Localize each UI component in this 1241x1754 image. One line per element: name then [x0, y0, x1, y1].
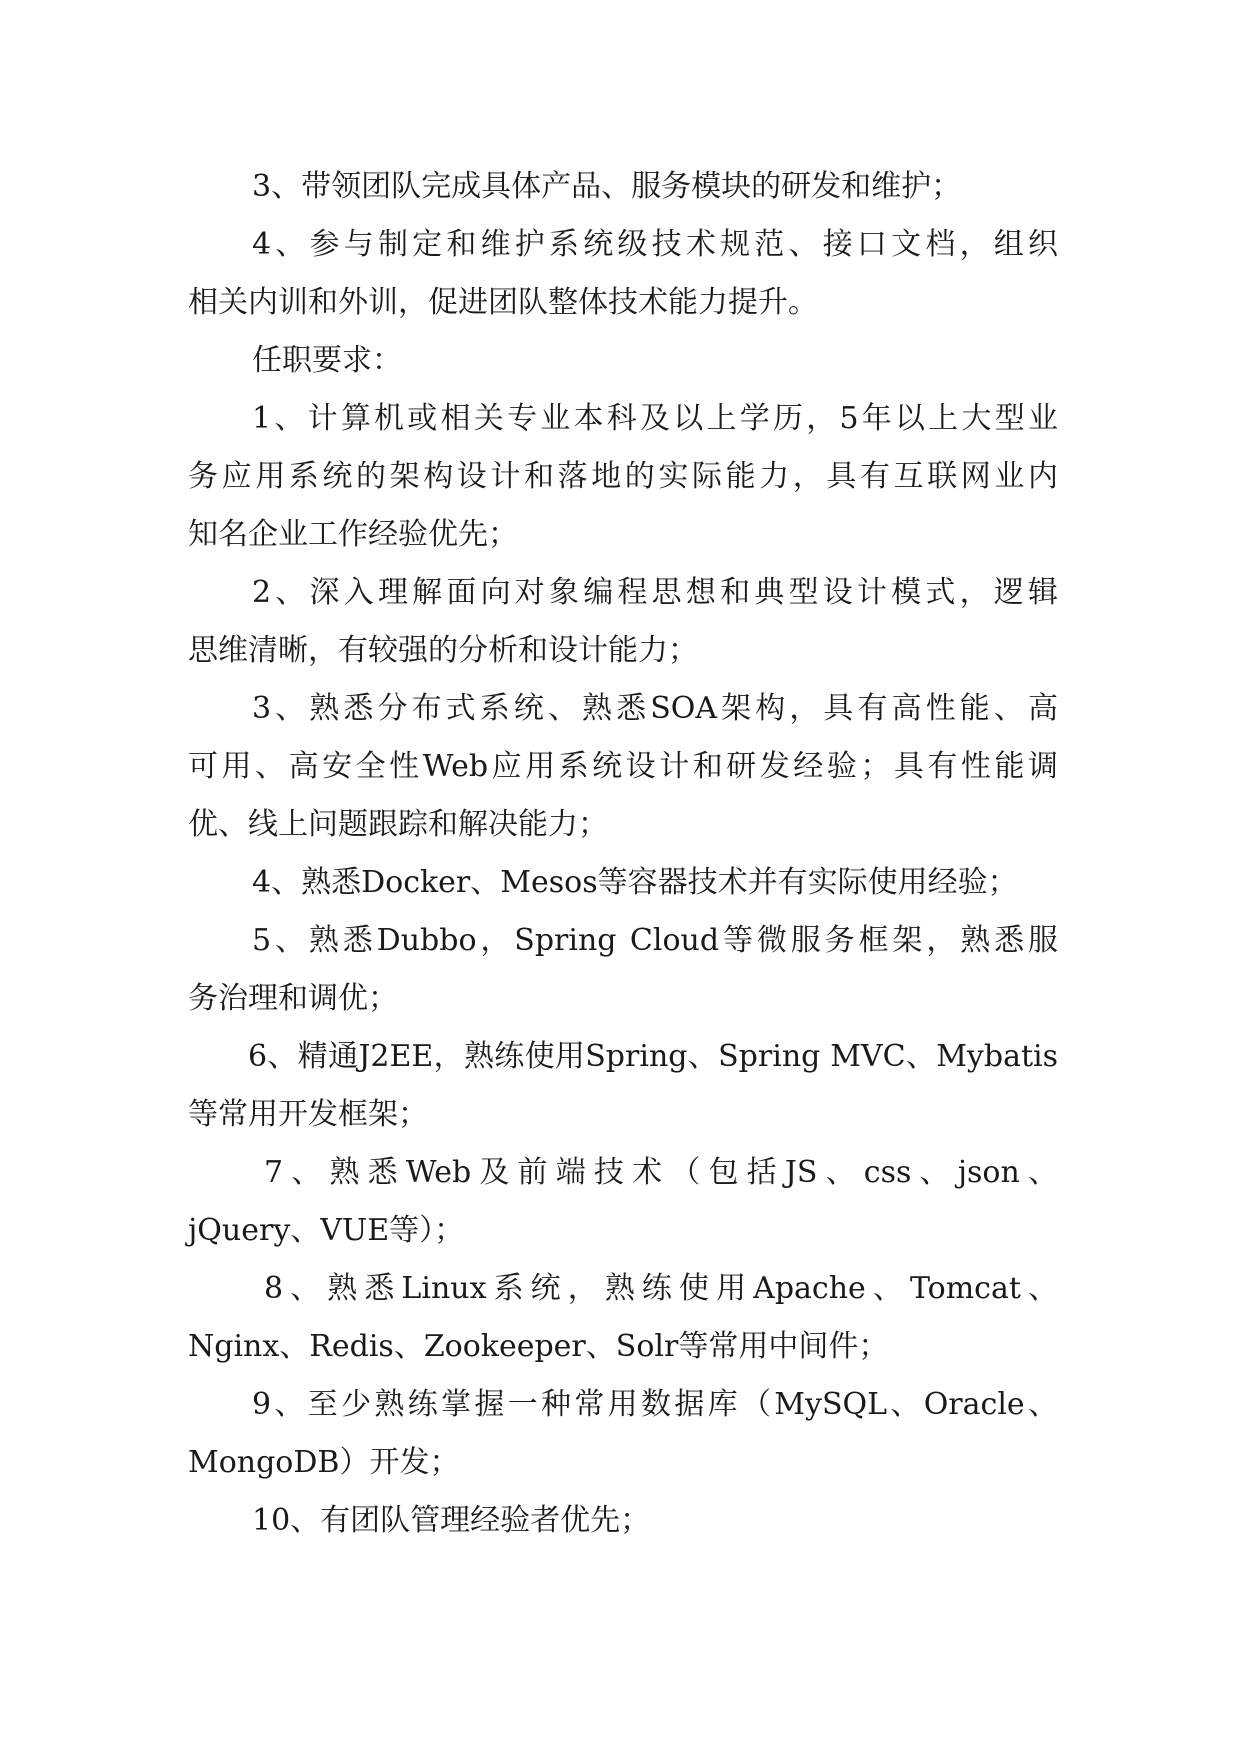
paragraph-line: 8、熟悉Linux系统，熟练使用Apache、Tomcat、	[264, 1271, 1058, 1306]
paragraph-line: Nginx、Redis、Zookeeper、Solr等常用中间件；	[188, 1329, 889, 1364]
paragraph-line: 9、至少熟练掌握一种常用数据库（MySQL、Oracle、	[252, 1387, 1058, 1422]
paragraph-line: 4、参与制定和维护系统级技术规范、接口文档，组织	[252, 227, 1058, 262]
paragraph-line: 2、深入理解面向对象编程思想和典型设计模式，逻辑	[252, 575, 1058, 610]
paragraph-line: 7、熟悉Web及前端技术（包括JS、css、json、	[264, 1155, 1058, 1190]
paragraph-line: 3、带领团队完成具体产品、服务模块的研发和维护；	[252, 169, 962, 204]
paragraph-line: 知名企业工作经验优先；	[188, 517, 518, 552]
paragraph-line: 思维清晰，有较强的分析和设计能力；	[188, 633, 698, 668]
paragraph-line: 5、熟悉Dubbo，Spring Cloud等微服务框架，熟悉服	[252, 923, 1058, 958]
paragraph-line: 6、精通J2EE，熟练使用Spring、Spring MVC、Mybatis	[248, 1039, 1058, 1074]
paragraph-line: 4、熟悉Docker、Mesos等容器技术并有实际使用经验；	[252, 865, 1018, 900]
paragraph-line: jQuery、VUE等）；	[188, 1213, 465, 1248]
paragraph-line: 等常用开发框架；	[188, 1097, 428, 1132]
section-heading: 任职要求：	[252, 343, 402, 378]
paragraph-line: 1、计算机或相关专业本科及以上学历，5年以上大型业	[252, 401, 1058, 436]
paragraph-line: MongoDB）开发；	[188, 1445, 460, 1480]
paragraph-line: 务应用系统的架构设计和落地的实际能力，具有互联网业内	[188, 459, 1058, 494]
paragraph-line: 可用、高安全性Web应用系统设计和研发经验；具有性能调	[188, 749, 1058, 784]
paragraph-line: 相关内训和外训，促进团队整体技术能力提升。	[188, 285, 818, 320]
paragraph-line: 务治理和调优；	[188, 981, 398, 1016]
document-body	[188, 158, 1058, 1550]
paragraph-line: 优、线上问题跟踪和解决能力；	[188, 807, 608, 842]
paragraph-line: 10、有团队管理经验者优先；	[252, 1503, 651, 1538]
paragraph-line: 3、熟悉分布式系统、熟悉SOA架构，具有高性能、高	[252, 691, 1058, 726]
